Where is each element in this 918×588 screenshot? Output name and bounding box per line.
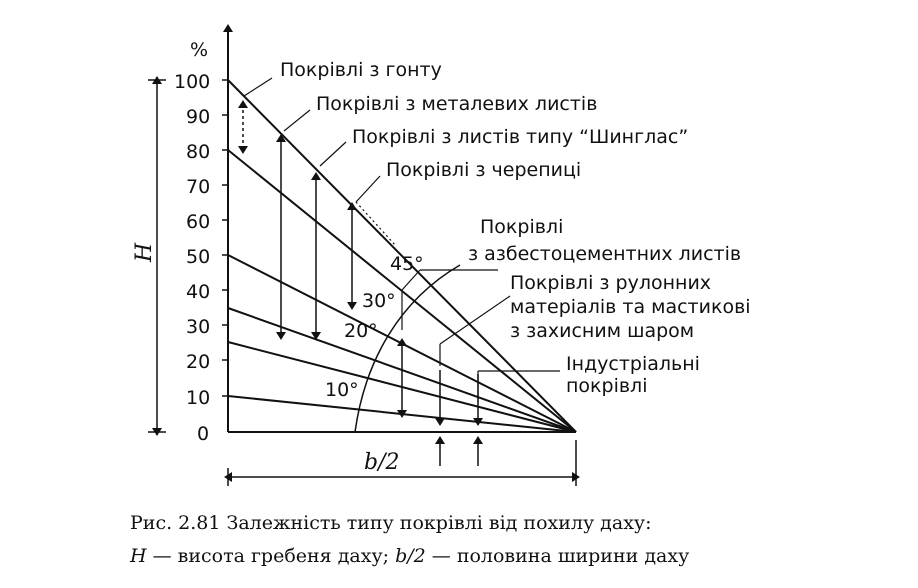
tick-label: 100 — [174, 71, 211, 93]
label-tile-roof: Покрівлі з черепиці — [386, 159, 582, 181]
figure-caption-legend — [130, 545, 689, 567]
label-shingle-roof: Покрівлі з гонту — [280, 59, 442, 81]
angle-45-label: 45° — [390, 253, 424, 275]
caption-b-desc: — половина ширини даху — [425, 545, 690, 567]
label-asbestos-roof-1: Покрівлі — [480, 216, 564, 238]
figure-caption: Рис. 2.81 Залежність типу покрівлі від похилу даху: — [130, 512, 652, 534]
range-arrows — [243, 104, 402, 414]
angle-20-label: 20° — [344, 320, 378, 342]
tick-label: 0 — [197, 423, 210, 445]
label-industrial-roof-2: покрівлі — [566, 375, 648, 397]
tick-label: 90 — [186, 106, 211, 128]
caption-h-desc: — висота гребеня даху; — [146, 545, 396, 567]
unit-label: % — [190, 39, 209, 61]
label-industrial-roof-1: Індустріальні — [566, 353, 700, 375]
h-label: H — [132, 242, 157, 262]
tick-label: 20 — [186, 351, 211, 373]
tick-label: 30 — [186, 316, 211, 338]
label-metal-roof: Покрівлі з металевих листів — [316, 93, 598, 115]
b-half-label: b/2 — [364, 450, 400, 475]
tick-label: 50 — [186, 246, 211, 268]
caption-h: H — [130, 545, 147, 567]
label-asbestos-roof-2: з азбестоцементних листів — [468, 243, 742, 265]
tick-label: 60 — [186, 211, 211, 233]
angle-30-label: 30° — [362, 290, 396, 312]
tick-label: 80 — [186, 141, 211, 163]
caption-b: b/2 — [395, 545, 426, 567]
tick-label: 40 — [186, 281, 211, 303]
label-roll-roof-3: з захисним шаром — [510, 320, 695, 342]
label-roll-roof-1: Покрівлі з рулонних — [510, 272, 712, 294]
label-roll-roof-2: матеріалів та мастикові — [510, 296, 751, 318]
angle-10-label: 10° — [325, 379, 359, 401]
label-shinglas-roof: Покрівлі з листів типу “Шинглас” — [352, 126, 689, 148]
tick-label: 10 — [186, 387, 211, 409]
tick-label: 70 — [186, 176, 211, 198]
